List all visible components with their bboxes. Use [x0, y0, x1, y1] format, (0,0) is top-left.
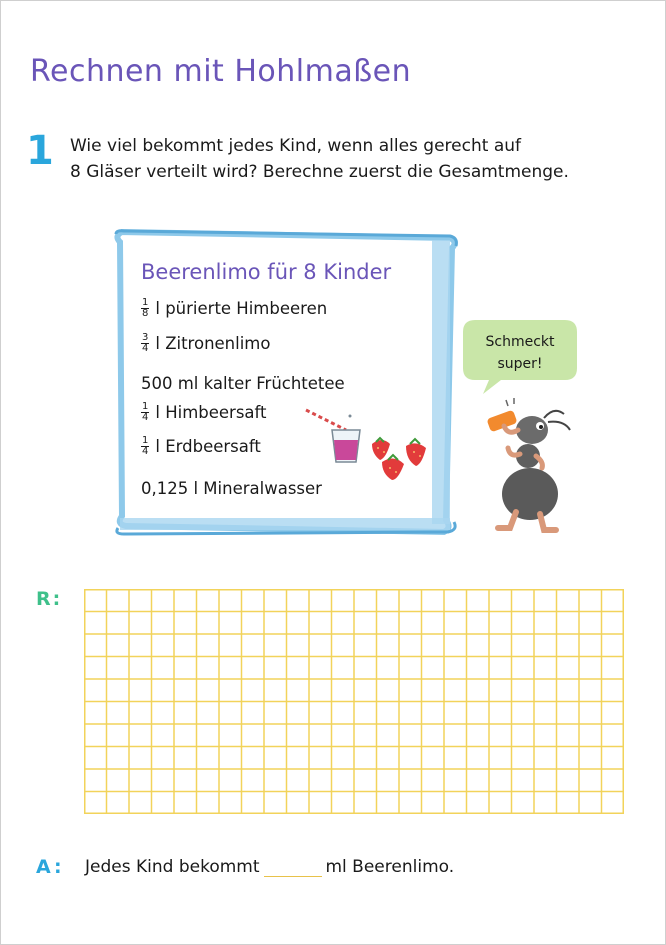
answer-label: A:	[36, 856, 65, 878]
recipe-title: Beerenlimo für 8 Kinder	[141, 260, 392, 284]
speech-bubble-text: Schmeckt super!	[485, 334, 555, 372]
ingredient-text: 0,125 l Mineralwasser	[141, 479, 322, 498]
ingredient-text: l Zitronenlimo	[155, 334, 271, 353]
ingredient-5	[141, 436, 261, 457]
drink-glass-icon	[302, 404, 368, 468]
strawberry-icon	[368, 434, 428, 482]
answer-blank[interactable]	[264, 862, 322, 877]
calculation-grid[interactable]	[84, 589, 624, 814]
answer-prefix: Jedes Kind bekommt	[85, 857, 260, 877]
ingredient-text: l Himbeersaft	[155, 403, 267, 422]
fraction: $\frac{1}{4}$	[142, 435, 149, 457]
task-line-2: 8 Gläser verteilt wird? Berechne zuerst die Gesamtmenge.	[70, 162, 569, 182]
ingredient-3	[141, 374, 345, 393]
ingredient-6	[141, 479, 322, 498]
task-number: 1	[26, 128, 54, 174]
fraction: $\frac{1}{4}$	[142, 401, 149, 423]
answer-sentence	[85, 857, 454, 877]
calculation-label: R:	[36, 588, 63, 610]
ingredient-4	[141, 402, 267, 423]
page-title: Rechnen mit Hohlmaßen	[30, 54, 412, 89]
fraction: $\frac{1}{8}$	[142, 297, 149, 319]
ant-character-icon	[484, 396, 576, 536]
ingredient-text: l Erdbeersaft	[155, 437, 261, 456]
ingredient-text: 500 ml kalter Früchtetee	[141, 374, 345, 393]
fraction: $\frac{3}{4}$	[142, 332, 149, 354]
answer-suffix: ml Beerenlimo.	[325, 857, 455, 877]
ingredient-1	[141, 298, 327, 319]
task-instruction	[70, 133, 569, 185]
ingredient-text: l pürierte Himbeeren	[155, 299, 328, 318]
ingredient-2	[141, 333, 270, 354]
task-line-1: Wie viel bekommt jedes Kind, wenn alles gerecht auf	[70, 136, 521, 156]
